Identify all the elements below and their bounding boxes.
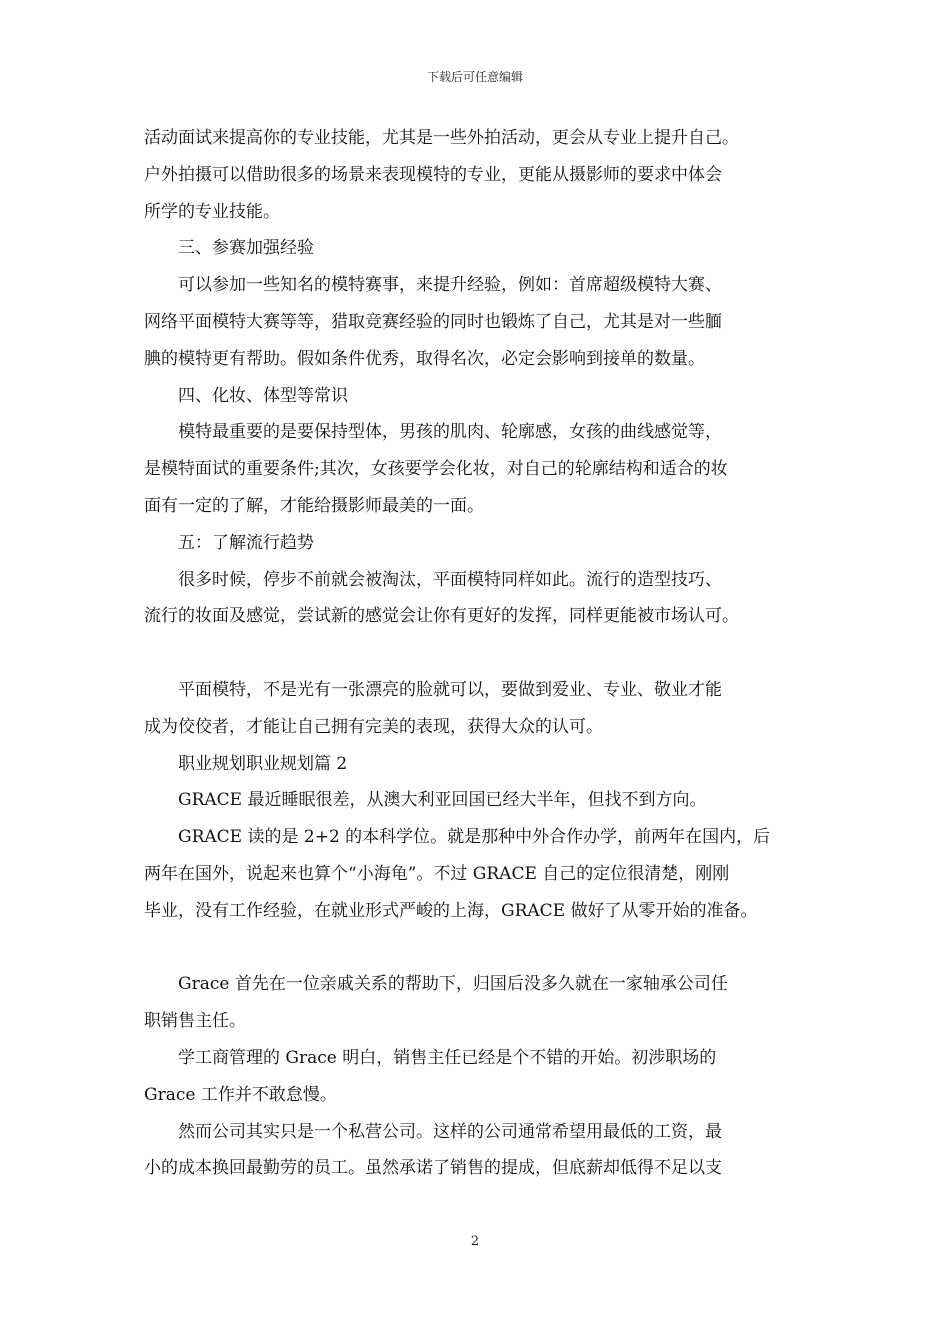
blank-line xyxy=(144,930,824,967)
body-line: 两年在国外，说起来也算个“小海龟”。不过 GRACE 自己的定位很清楚，刚刚 xyxy=(144,863,730,884)
body-line: 模特最重要的是要保持型体，男孩的肌肉、轮廓感，女孩的曲线感觉等， xyxy=(144,422,722,443)
page-number: 2 xyxy=(470,1234,480,1249)
body-line: GRACE 最近睡眠很差，从澳大利亚回国已经大半年，但找不到方向。 xyxy=(144,790,707,811)
body-line: 所学的专业技能。 xyxy=(144,201,280,222)
body-line: 平面模特，不是光有一张漂亮的脸就可以，要做到爱业、专业、敬业才能 xyxy=(144,679,722,700)
body-line: 活动面试来提高你的专业技能，尤其是一些外拍活动，更会从专业上提升自己。 xyxy=(144,128,739,148)
body-line: Grace 首先在一位亲戚关系的帮助下，归国后没多久就在一家轴承公司任 xyxy=(144,974,728,995)
section-heading: 五：了解流行趋势 xyxy=(144,532,314,553)
body-line: 然而公司其实只是一个私营公司。这样的公司通常希望用最低的工资，最 xyxy=(144,1121,722,1142)
section-heading: 职业规划职业规划篇 2 xyxy=(144,753,348,774)
body-line: 面有一定的了解，才能给摄影师最美的一面。 xyxy=(144,495,484,516)
body-line: 是模特面试的重要条件;其次，女孩要学会化妆，对自己的轮廓结构和适合的妆 xyxy=(144,459,728,480)
body-line: 职销售主任。 xyxy=(144,1011,246,1032)
body-line: 户外拍摄可以借助很多的场景来表现模特的专业，更能从摄影师的要求中体会 xyxy=(144,164,722,185)
body-line: 成为佼佼者，才能让自己拥有完美的表现，获得大众的认可。 xyxy=(144,716,603,737)
section-heading: 四、化妆、体型等常识 xyxy=(144,385,348,406)
body-line: 毕业，没有工作经验，在就业形式严峻的上海，GRACE 做好了从零开始的准备。 xyxy=(144,900,758,921)
body-line: Grace 工作并不敢怠慢。 xyxy=(144,1084,337,1105)
section-heading: 三、参赛加强经验 xyxy=(144,238,314,259)
body-line: 学工商管理的 Grace 明白，销售主任已经是个不错的开始。初涉职场的 xyxy=(144,1047,717,1068)
body-line: 流行的妆面及感觉，尝试新的感觉会让你有更好的发挥，同样更能被市场认可。 xyxy=(144,606,739,627)
body-line: 可以参加一些知名的模特赛事，来提升经验，例如：首席超级模特大赛、 xyxy=(144,275,722,296)
body-line: 小的成本换回最勤劳的员工。虽然承诺了销售的提成，但底薪却低得不足以支 xyxy=(144,1158,722,1179)
blank-line xyxy=(144,635,824,672)
page-header: 下载后可任意编辑 xyxy=(426,70,523,84)
body-line: 腆的模特更有帮助。假如条件优秀，取得名次，必定会影响到接单的数量。 xyxy=(144,348,705,369)
body-line: 很多时候，停步不前就会被淘汰，平面模特同样如此。流行的造型技巧、 xyxy=(144,569,722,590)
body-line: 网络平面模特大赛等等，猎取竞赛经验的同时也锻炼了自己，尤其是对一些腼 xyxy=(144,311,722,332)
body-line: GRACE 读的是 2+2 的本科学位。就是那种中外合作办学，前两年在国内，后 xyxy=(144,827,771,848)
document-body xyxy=(144,120,824,1187)
